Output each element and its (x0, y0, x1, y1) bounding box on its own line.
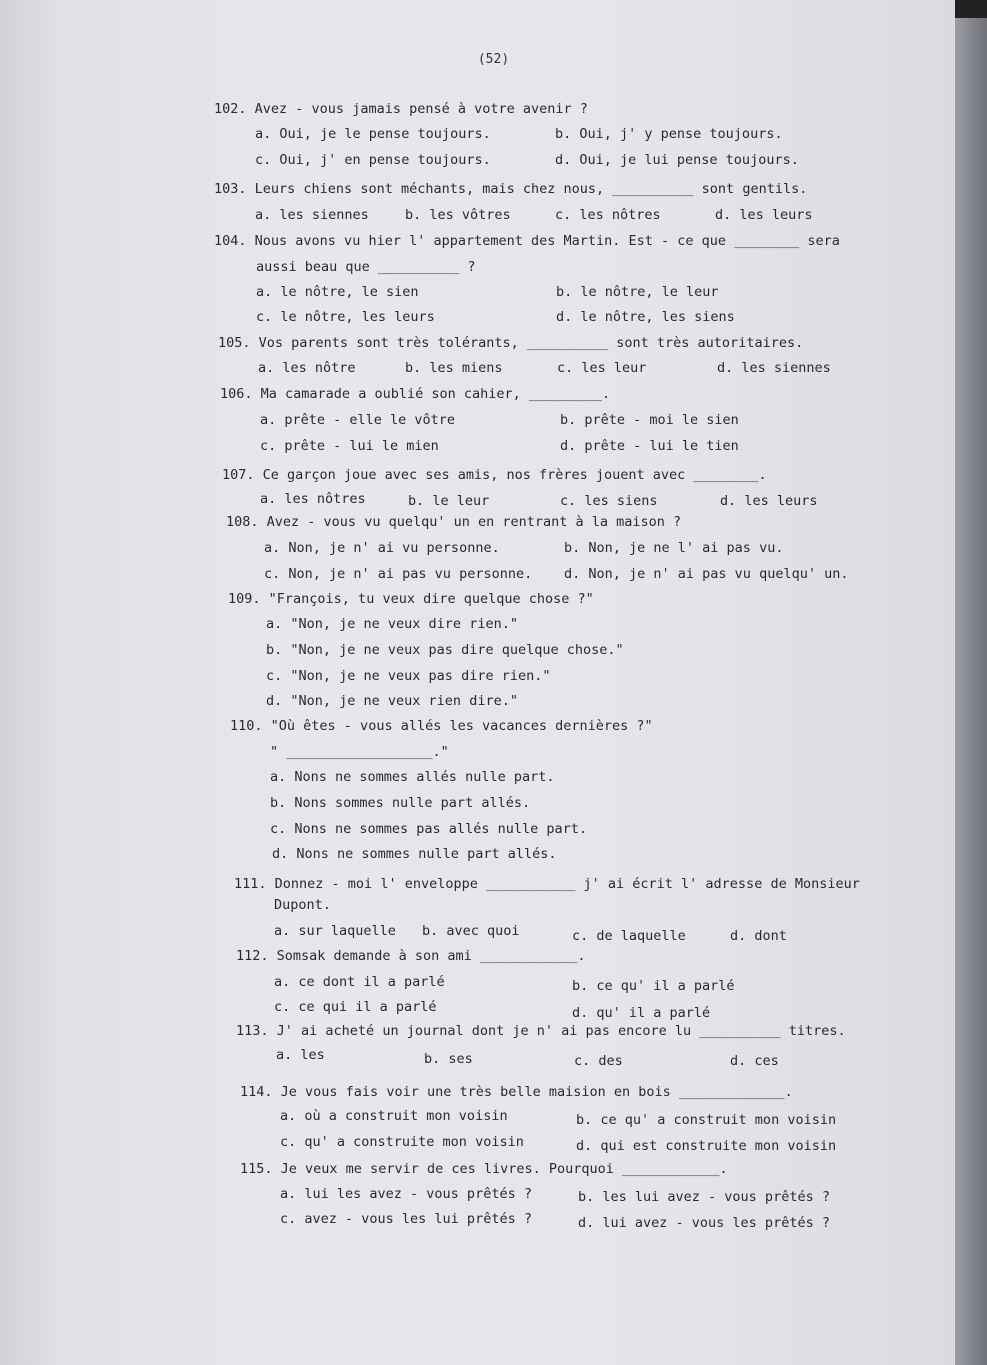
answer-option: d. qui est construite mon voisin (576, 1138, 837, 1154)
question-number: 115. (240, 1161, 273, 1177)
question-number: 111. (234, 876, 267, 892)
answer-option: b. le leur (408, 493, 490, 509)
answer-option: c. ce qui il a parlé (274, 999, 437, 1015)
question-106 (220, 385, 610, 403)
answer-option: d. Non, je n' ai pas vu quelqu' un. (564, 566, 849, 582)
question-text: Je veux me servir de ces livres. Pourquoi ____________. (280, 1161, 728, 1177)
answer-option: a. où a construit mon voisin (280, 1108, 508, 1124)
question-number: 104. (214, 233, 247, 249)
question-102 (214, 100, 588, 118)
answer-option: b. "Non, je ne veux pas dire quelque chose." (266, 642, 624, 658)
question-number: 109. (228, 591, 261, 607)
question-text: Ma camarade a oublié son cahier, _________. (260, 386, 611, 402)
answer-option: a. Non, je n' ai vu personne. (264, 540, 500, 556)
answer-option: d. "Non, je ne veux rien dire." (266, 693, 518, 709)
question-115 (240, 1160, 728, 1178)
question-number: 106. (220, 386, 253, 402)
answer-option: b. les vôtres (405, 207, 511, 223)
answer-option: d. les leurs (715, 207, 813, 223)
answer-option: c. les siens (560, 493, 658, 509)
question-number: 108. (226, 514, 259, 530)
answer-option: c. "Non, je ne veux pas dire rien." (266, 668, 551, 684)
dark-corner (955, 0, 987, 18)
question-111 (234, 875, 860, 893)
answer-option: b. ce qu' il a parlé (572, 978, 735, 994)
answer-option: d. qu' il a parlé (572, 1005, 711, 1021)
answer-option: b. les lui avez - vous prêtés ? (578, 1189, 830, 1205)
answer-option: d. dont (730, 928, 787, 944)
answer-option: c. les leur (557, 360, 647, 376)
question-text: Je vous fais voir une très belle maision en bois _____________. (280, 1084, 793, 1100)
answer-option: c. avez - vous les lui prêtés ? (280, 1211, 532, 1227)
question-number: 110. (230, 718, 263, 734)
question-text-continued: " __________________." (270, 744, 449, 760)
answer-option: c. de laquelle (572, 928, 686, 944)
answer-option: b. Nons sommes nulle part allés. (270, 795, 531, 811)
answer-option: a. les nôtre (258, 360, 356, 376)
answer-option: d. Nons ne sommes nulle part allés. (272, 846, 557, 862)
question-103 (214, 180, 807, 198)
question-number: 103. (214, 181, 247, 197)
answer-option: d. lui avez - vous les prêtés ? (578, 1215, 830, 1231)
question-number: 113. (236, 1023, 269, 1039)
question-113 (236, 1022, 846, 1040)
answer-option: c. le nôtre, les leurs (256, 309, 435, 325)
answer-option: d. les siennes (717, 360, 831, 376)
question-104 (214, 232, 840, 250)
answer-option: a. les (276, 1047, 325, 1063)
question-114 (240, 1083, 793, 1101)
page-edge (955, 0, 987, 1365)
question-text: Ce garçon joue avec ses amis, nos frères jouent avec ________. (262, 467, 767, 483)
answer-option: b. Oui, j' y pense toujours. (555, 126, 783, 142)
question-text: Somsak demande à son ami ____________. (276, 948, 586, 964)
page-number: (52) (477, 52, 510, 67)
answer-option: c. prête - lui le mien (260, 438, 439, 454)
question-text: "François, tu veux dire quelque chose ?" (268, 591, 594, 607)
answer-option: a. les siennes (255, 207, 369, 223)
answer-option: a. prête - elle le vôtre (260, 412, 456, 428)
answer-option: a. "Non, je ne veux dire rien." (266, 616, 518, 632)
question-110 (230, 717, 653, 735)
answer-option: b. prête - moi le sien (560, 412, 739, 428)
question-text: J' ai acheté un journal dont je n' ai pas encore lu __________ titres. (276, 1023, 846, 1039)
answer-option: b. ce qu' a construit mon voisin (576, 1112, 837, 1128)
answer-option: a. les nôtres (260, 491, 366, 507)
answer-option: a. le nôtre, le sien (256, 284, 419, 300)
question-number: 107. (222, 467, 255, 483)
question-text: Avez - vous vu quelqu' un en rentrant à la maison ? (266, 514, 682, 530)
answer-option: c. les nôtres (555, 207, 661, 223)
answer-option: c. Oui, j' en pense toujours. (255, 152, 491, 168)
answer-option: a. sur laquelle (274, 923, 396, 939)
answer-option: a. Oui, je le pense toujours. (255, 126, 491, 142)
answer-option: b. le nôtre, le leur (556, 284, 719, 300)
question-number: 105. (218, 335, 251, 351)
answer-option: d. prête - lui le tien (560, 438, 739, 454)
answer-option: a. ce dont il a parlé (274, 974, 445, 990)
answer-option: c. Non, je n' ai pas vu personne. (264, 566, 533, 582)
question-107 (222, 466, 767, 484)
answer-option: d. ces (730, 1053, 779, 1069)
answer-option: b. ses (424, 1051, 473, 1067)
question-number: 102. (214, 101, 247, 117)
answer-option: b. avec quoi (422, 923, 520, 939)
answer-option: c. qu' a construite mon voisin (280, 1134, 524, 1150)
question-text: "Où êtes - vous allés les vacances dernières ?" (270, 718, 653, 734)
question-text: Vos parents sont très tolérants, __________ sont très autoritaires. (258, 335, 804, 351)
question-text: Avez - vous jamais pensé à votre avenir ? (254, 101, 588, 117)
answer-option: b. Non, je ne l' ai pas vu. (564, 540, 784, 556)
question-text: Leurs chiens sont méchants, mais chez nous, __________ sont gentils. (254, 181, 808, 197)
question-number: 114. (240, 1084, 273, 1100)
answer-option: d. Oui, je lui pense toujours. (555, 152, 799, 168)
answer-option: b. les miens (405, 360, 503, 376)
question-109 (228, 590, 594, 608)
answer-option: c. des (574, 1053, 623, 1069)
question-text-continued: Dupont. (274, 897, 331, 913)
answer-option: d. les leurs (720, 493, 818, 509)
question-text-continued: aussi beau que __________ ? (256, 259, 476, 275)
answer-option: a. lui les avez - vous prêtés ? (280, 1186, 532, 1202)
question-112 (236, 947, 586, 965)
question-text: Donnez - moi l' enveloppe ___________ j' ai écrit l' adresse de Monsieur (274, 876, 860, 892)
answer-option: c. Nons ne sommes pas allés nulle part. (270, 821, 587, 837)
question-105 (218, 334, 803, 352)
answer-option: d. le nôtre, les siens (556, 309, 735, 325)
question-108 (226, 513, 681, 531)
question-number: 112. (236, 948, 269, 964)
question-text: Nous avons vu hier l' appartement des Martin. Est - ce que ________ sera (254, 233, 840, 249)
answer-option: a. Nons ne sommes allés nulle part. (270, 769, 555, 785)
